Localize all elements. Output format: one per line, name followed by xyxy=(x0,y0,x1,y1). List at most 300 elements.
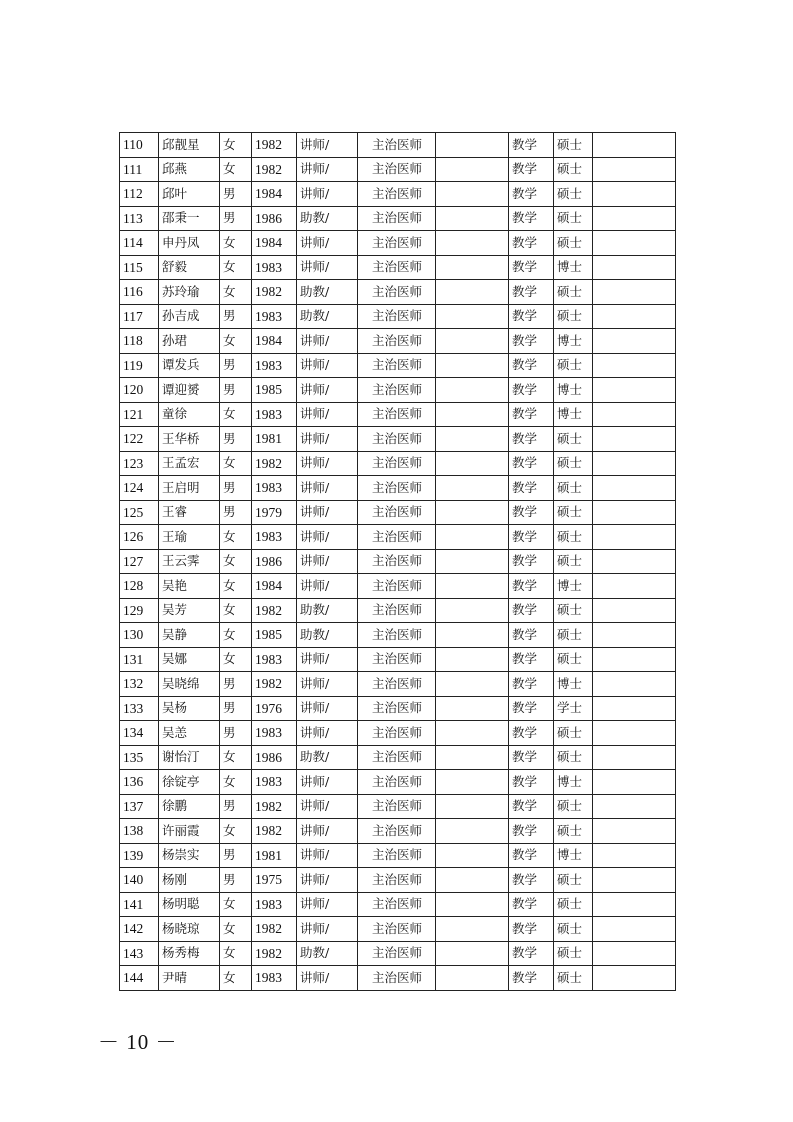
teaching-title-cell: 讲师/ xyxy=(297,843,358,868)
degree-cell: 硕士 xyxy=(554,892,593,917)
teaching-title-cell: 助教/ xyxy=(297,206,358,231)
category-cell: 教学 xyxy=(509,598,554,623)
table-row xyxy=(120,574,676,599)
gender-cell: 女 xyxy=(220,819,252,844)
empty-cell xyxy=(436,843,509,868)
category-cell: 教学 xyxy=(509,696,554,721)
empty-cell xyxy=(593,917,676,942)
empty-cell xyxy=(593,941,676,966)
row-number-cell: 130 xyxy=(120,623,159,648)
category-cell: 教学 xyxy=(509,304,554,329)
birth-year-cell: 1981 xyxy=(252,843,297,868)
teaching-title-cell: 讲师/ xyxy=(297,133,358,158)
birth-year-cell: 1983 xyxy=(252,476,297,501)
gender-cell: 男 xyxy=(220,696,252,721)
table-row xyxy=(120,794,676,819)
name-cell: 邱叶 xyxy=(159,182,220,207)
name-cell: 王瑜 xyxy=(159,525,220,550)
row-number-cell: 132 xyxy=(120,672,159,697)
name-cell: 申丹凤 xyxy=(159,231,220,256)
empty-cell xyxy=(436,525,509,550)
empty-cell xyxy=(436,745,509,770)
name-cell: 徐鹏 xyxy=(159,794,220,819)
empty-cell xyxy=(593,525,676,550)
empty-cell xyxy=(436,353,509,378)
row-number-cell: 131 xyxy=(120,647,159,672)
gender-cell: 男 xyxy=(220,794,252,819)
empty-cell xyxy=(593,647,676,672)
professional-title-cell: 主治医师 xyxy=(358,672,436,697)
degree-cell: 博士 xyxy=(554,402,593,427)
category-cell: 教学 xyxy=(509,549,554,574)
row-number-cell: 117 xyxy=(120,304,159,329)
category-cell: 教学 xyxy=(509,157,554,182)
table-row xyxy=(120,378,676,403)
category-cell: 教学 xyxy=(509,231,554,256)
name-cell: 王启明 xyxy=(159,476,220,501)
empty-cell xyxy=(593,476,676,501)
empty-cell xyxy=(436,427,509,452)
degree-cell: 硕士 xyxy=(554,647,593,672)
category-cell: 教学 xyxy=(509,206,554,231)
table-row xyxy=(120,941,676,966)
professional-title-cell: 主治医师 xyxy=(358,402,436,427)
name-cell: 杨秀梅 xyxy=(159,941,220,966)
empty-cell xyxy=(593,500,676,525)
gender-cell: 男 xyxy=(220,843,252,868)
empty-cell xyxy=(436,721,509,746)
category-cell: 教学 xyxy=(509,427,554,452)
empty-cell xyxy=(436,304,509,329)
gender-cell: 男 xyxy=(220,868,252,893)
birth-year-cell: 1979 xyxy=(252,500,297,525)
professional-title-cell: 主治医师 xyxy=(358,133,436,158)
row-number-cell: 123 xyxy=(120,451,159,476)
gender-cell: 女 xyxy=(220,329,252,354)
teaching-title-cell: 助教/ xyxy=(297,941,358,966)
degree-cell: 硕士 xyxy=(554,427,593,452)
professional-title-cell: 主治医师 xyxy=(358,157,436,182)
birth-year-cell: 1983 xyxy=(252,721,297,746)
birth-year-cell: 1982 xyxy=(252,941,297,966)
empty-cell xyxy=(593,966,676,991)
gender-cell: 女 xyxy=(220,917,252,942)
birth-year-cell: 1983 xyxy=(252,770,297,795)
row-number-cell: 125 xyxy=(120,500,159,525)
degree-cell: 博士 xyxy=(554,770,593,795)
degree-cell: 硕士 xyxy=(554,966,593,991)
empty-cell xyxy=(593,549,676,574)
professional-title-cell: 主治医师 xyxy=(358,843,436,868)
empty-cell xyxy=(593,304,676,329)
table-row xyxy=(120,157,676,182)
table-row xyxy=(120,255,676,280)
professional-title-cell: 主治医师 xyxy=(358,623,436,648)
empty-cell xyxy=(436,329,509,354)
row-number-cell: 111 xyxy=(120,157,159,182)
row-number-cell: 110 xyxy=(120,133,159,158)
degree-cell: 硕士 xyxy=(554,206,593,231)
row-number-cell: 126 xyxy=(120,525,159,550)
table-row xyxy=(120,623,676,648)
professional-title-cell: 主治医师 xyxy=(358,280,436,305)
table-row xyxy=(120,402,676,427)
row-number-cell: 134 xyxy=(120,721,159,746)
name-cell: 徐锭亭 xyxy=(159,770,220,795)
row-number-cell: 135 xyxy=(120,745,159,770)
name-cell: 邱靓星 xyxy=(159,133,220,158)
table-row xyxy=(120,500,676,525)
roster-body xyxy=(120,133,676,991)
empty-cell xyxy=(593,721,676,746)
category-cell: 教学 xyxy=(509,402,554,427)
table-row xyxy=(120,206,676,231)
empty-cell xyxy=(436,549,509,574)
category-cell: 教学 xyxy=(509,892,554,917)
row-number-cell: 122 xyxy=(120,427,159,452)
gender-cell: 男 xyxy=(220,304,252,329)
teaching-title-cell: 讲师/ xyxy=(297,427,358,452)
gender-cell: 女 xyxy=(220,623,252,648)
teaching-title-cell: 讲师/ xyxy=(297,892,358,917)
category-cell: 教学 xyxy=(509,917,554,942)
degree-cell: 硕士 xyxy=(554,451,593,476)
birth-year-cell: 1983 xyxy=(252,304,297,329)
category-cell: 教学 xyxy=(509,451,554,476)
birth-year-cell: 1975 xyxy=(252,868,297,893)
teaching-title-cell: 助教/ xyxy=(297,280,358,305)
table-row xyxy=(120,304,676,329)
category-cell: 教学 xyxy=(509,672,554,697)
empty-cell xyxy=(593,672,676,697)
teaching-title-cell: 讲师/ xyxy=(297,721,358,746)
row-number-cell: 112 xyxy=(120,182,159,207)
professional-title-cell: 主治医师 xyxy=(358,206,436,231)
table-row xyxy=(120,280,676,305)
empty-cell xyxy=(436,133,509,158)
empty-cell xyxy=(593,329,676,354)
empty-cell xyxy=(593,157,676,182)
empty-cell xyxy=(593,819,676,844)
professional-title-cell: 主治医师 xyxy=(358,819,436,844)
gender-cell: 女 xyxy=(220,402,252,427)
professional-title-cell: 主治医师 xyxy=(358,868,436,893)
professional-title-cell: 主治医师 xyxy=(358,476,436,501)
table-row xyxy=(120,843,676,868)
teaching-title-cell: 讲师/ xyxy=(297,647,358,672)
name-cell: 吴娜 xyxy=(159,647,220,672)
name-cell: 邱燕 xyxy=(159,157,220,182)
teaching-title-cell: 讲师/ xyxy=(297,157,358,182)
birth-year-cell: 1983 xyxy=(252,647,297,672)
teaching-title-cell: 讲师/ xyxy=(297,329,358,354)
category-cell: 教学 xyxy=(509,133,554,158)
birth-year-cell: 1982 xyxy=(252,672,297,697)
professional-title-cell: 主治医师 xyxy=(358,353,436,378)
teaching-title-cell: 讲师/ xyxy=(297,794,358,819)
empty-cell xyxy=(593,402,676,427)
gender-cell: 女 xyxy=(220,231,252,256)
birth-year-cell: 1984 xyxy=(252,231,297,256)
degree-cell: 硕士 xyxy=(554,280,593,305)
table-row xyxy=(120,476,676,501)
category-cell: 教学 xyxy=(509,623,554,648)
professional-title-cell: 主治医师 xyxy=(358,966,436,991)
gender-cell: 女 xyxy=(220,525,252,550)
birth-year-cell: 1984 xyxy=(252,574,297,599)
gender-cell: 男 xyxy=(220,476,252,501)
degree-cell: 硕士 xyxy=(554,182,593,207)
table-row xyxy=(120,329,676,354)
row-number-cell: 133 xyxy=(120,696,159,721)
name-cell: 童徐 xyxy=(159,402,220,427)
category-cell: 教学 xyxy=(509,574,554,599)
degree-cell: 硕士 xyxy=(554,500,593,525)
birth-year-cell: 1982 xyxy=(252,280,297,305)
birth-year-cell: 1984 xyxy=(252,329,297,354)
empty-cell xyxy=(593,451,676,476)
professional-title-cell: 主治医师 xyxy=(358,378,436,403)
category-cell: 教学 xyxy=(509,647,554,672)
row-number-cell: 140 xyxy=(120,868,159,893)
empty-cell xyxy=(593,868,676,893)
birth-year-cell: 1983 xyxy=(252,892,297,917)
name-cell: 王云霁 xyxy=(159,549,220,574)
gender-cell: 女 xyxy=(220,966,252,991)
name-cell: 苏玲瑜 xyxy=(159,280,220,305)
professional-title-cell: 主治医师 xyxy=(358,941,436,966)
empty-cell xyxy=(436,255,509,280)
teaching-title-cell: 讲师/ xyxy=(297,182,358,207)
name-cell: 邵秉一 xyxy=(159,206,220,231)
empty-cell xyxy=(436,917,509,942)
degree-cell: 硕士 xyxy=(554,819,593,844)
teaching-title-cell: 讲师/ xyxy=(297,353,358,378)
category-cell: 教学 xyxy=(509,353,554,378)
empty-cell xyxy=(593,770,676,795)
category-cell: 教学 xyxy=(509,525,554,550)
category-cell: 教学 xyxy=(509,255,554,280)
gender-cell: 女 xyxy=(220,647,252,672)
empty-cell xyxy=(436,941,509,966)
teaching-title-cell: 讲师/ xyxy=(297,231,358,256)
birth-year-cell: 1986 xyxy=(252,206,297,231)
birth-year-cell: 1983 xyxy=(252,255,297,280)
birth-year-cell: 1985 xyxy=(252,623,297,648)
birth-year-cell: 1986 xyxy=(252,549,297,574)
professional-title-cell: 主治医师 xyxy=(358,182,436,207)
gender-cell: 男 xyxy=(220,427,252,452)
teaching-title-cell: 助教/ xyxy=(297,304,358,329)
empty-cell xyxy=(436,402,509,427)
teaching-title-cell: 助教/ xyxy=(297,745,358,770)
gender-cell: 女 xyxy=(220,157,252,182)
empty-cell xyxy=(593,353,676,378)
degree-cell: 博士 xyxy=(554,378,593,403)
empty-cell xyxy=(436,672,509,697)
category-cell: 教学 xyxy=(509,378,554,403)
table-row xyxy=(120,868,676,893)
empty-cell xyxy=(436,280,509,305)
name-cell: 王孟宏 xyxy=(159,451,220,476)
empty-cell xyxy=(436,647,509,672)
table-row xyxy=(120,525,676,550)
gender-cell: 女 xyxy=(220,770,252,795)
teaching-title-cell: 讲师/ xyxy=(297,378,358,403)
degree-cell: 硕士 xyxy=(554,794,593,819)
teaching-title-cell: 讲师/ xyxy=(297,574,358,599)
table-row xyxy=(120,549,676,574)
birth-year-cell: 1983 xyxy=(252,525,297,550)
empty-cell xyxy=(593,182,676,207)
professional-title-cell: 主治医师 xyxy=(358,917,436,942)
gender-cell: 女 xyxy=(220,280,252,305)
birth-year-cell: 1976 xyxy=(252,696,297,721)
category-cell: 教学 xyxy=(509,500,554,525)
table-row xyxy=(120,721,676,746)
table-row xyxy=(120,598,676,623)
professional-title-cell: 主治医师 xyxy=(358,500,436,525)
name-cell: 杨晓琼 xyxy=(159,917,220,942)
empty-cell xyxy=(436,574,509,599)
gender-cell: 男 xyxy=(220,353,252,378)
birth-year-cell: 1982 xyxy=(252,157,297,182)
table-row xyxy=(120,451,676,476)
row-number-cell: 139 xyxy=(120,843,159,868)
category-cell: 教学 xyxy=(509,843,554,868)
table-row xyxy=(120,353,676,378)
row-number-cell: 121 xyxy=(120,402,159,427)
name-cell: 杨崇实 xyxy=(159,843,220,868)
category-cell: 教学 xyxy=(509,182,554,207)
birth-year-cell: 1983 xyxy=(252,402,297,427)
empty-cell xyxy=(436,182,509,207)
empty-cell xyxy=(436,231,509,256)
degree-cell: 博士 xyxy=(554,672,593,697)
teaching-title-cell: 讲师/ xyxy=(297,819,358,844)
table-row xyxy=(120,647,676,672)
empty-cell xyxy=(593,231,676,256)
empty-cell xyxy=(593,696,676,721)
teaching-title-cell: 讲师/ xyxy=(297,696,358,721)
row-number-cell: 113 xyxy=(120,206,159,231)
professional-title-cell: 主治医师 xyxy=(358,647,436,672)
empty-cell xyxy=(436,451,509,476)
row-number-cell: 138 xyxy=(120,819,159,844)
table-row xyxy=(120,966,676,991)
teaching-title-cell: 讲师/ xyxy=(297,868,358,893)
birth-year-cell: 1982 xyxy=(252,451,297,476)
empty-cell xyxy=(436,598,509,623)
name-cell: 吴杨 xyxy=(159,696,220,721)
name-cell: 吴芳 xyxy=(159,598,220,623)
degree-cell: 硕士 xyxy=(554,868,593,893)
professional-title-cell: 主治医师 xyxy=(358,525,436,550)
degree-cell: 学士 xyxy=(554,696,593,721)
row-number-cell: 128 xyxy=(120,574,159,599)
empty-cell xyxy=(436,500,509,525)
empty-cell xyxy=(436,794,509,819)
category-cell: 教学 xyxy=(509,721,554,746)
name-cell: 吴晓绵 xyxy=(159,672,220,697)
professional-title-cell: 主治医师 xyxy=(358,598,436,623)
name-cell: 许丽霞 xyxy=(159,819,220,844)
row-number-cell: 115 xyxy=(120,255,159,280)
empty-cell xyxy=(436,770,509,795)
gender-cell: 女 xyxy=(220,745,252,770)
degree-cell: 硕士 xyxy=(554,917,593,942)
category-cell: 教学 xyxy=(509,745,554,770)
empty-cell xyxy=(436,868,509,893)
name-cell: 吴静 xyxy=(159,623,220,648)
staff-roster-table xyxy=(119,132,676,991)
empty-cell xyxy=(593,133,676,158)
table-row xyxy=(120,182,676,207)
degree-cell: 硕士 xyxy=(554,231,593,256)
degree-cell: 硕士 xyxy=(554,133,593,158)
name-cell: 尹晴 xyxy=(159,966,220,991)
professional-title-cell: 主治医师 xyxy=(358,794,436,819)
category-cell: 教学 xyxy=(509,476,554,501)
birth-year-cell: 1985 xyxy=(252,378,297,403)
empty-cell xyxy=(436,623,509,648)
degree-cell: 硕士 xyxy=(554,353,593,378)
professional-title-cell: 主治医师 xyxy=(358,696,436,721)
degree-cell: 硕士 xyxy=(554,157,593,182)
gender-cell: 男 xyxy=(220,182,252,207)
name-cell: 吴恙 xyxy=(159,721,220,746)
category-cell: 教学 xyxy=(509,868,554,893)
birth-year-cell: 1986 xyxy=(252,745,297,770)
empty-cell xyxy=(593,574,676,599)
name-cell: 孙吉成 xyxy=(159,304,220,329)
category-cell: 教学 xyxy=(509,819,554,844)
gender-cell: 男 xyxy=(220,378,252,403)
row-number-cell: 116 xyxy=(120,280,159,305)
professional-title-cell: 主治医师 xyxy=(358,574,436,599)
professional-title-cell: 主治医师 xyxy=(358,549,436,574)
gender-cell: 女 xyxy=(220,574,252,599)
empty-cell xyxy=(436,378,509,403)
category-cell: 教学 xyxy=(509,770,554,795)
professional-title-cell: 主治医师 xyxy=(358,770,436,795)
empty-cell xyxy=(436,157,509,182)
table-row xyxy=(120,770,676,795)
row-number-cell: 124 xyxy=(120,476,159,501)
gender-cell: 男 xyxy=(220,206,252,231)
degree-cell: 硕士 xyxy=(554,549,593,574)
empty-cell xyxy=(593,280,676,305)
teaching-title-cell: 讲师/ xyxy=(297,476,358,501)
teaching-title-cell: 讲师/ xyxy=(297,500,358,525)
degree-cell: 硕士 xyxy=(554,525,593,550)
teaching-title-cell: 讲师/ xyxy=(297,549,358,574)
teaching-title-cell: 讲师/ xyxy=(297,917,358,942)
name-cell: 吴艳 xyxy=(159,574,220,599)
gender-cell: 女 xyxy=(220,941,252,966)
empty-cell xyxy=(436,966,509,991)
birth-year-cell: 1982 xyxy=(252,794,297,819)
gender-cell: 女 xyxy=(220,598,252,623)
row-number-cell: 143 xyxy=(120,941,159,966)
empty-cell xyxy=(593,892,676,917)
row-number-cell: 144 xyxy=(120,966,159,991)
row-number-cell: 142 xyxy=(120,917,159,942)
teaching-title-cell: 助教/ xyxy=(297,623,358,648)
empty-cell xyxy=(436,892,509,917)
gender-cell: 女 xyxy=(220,892,252,917)
teaching-title-cell: 讲师/ xyxy=(297,255,358,280)
